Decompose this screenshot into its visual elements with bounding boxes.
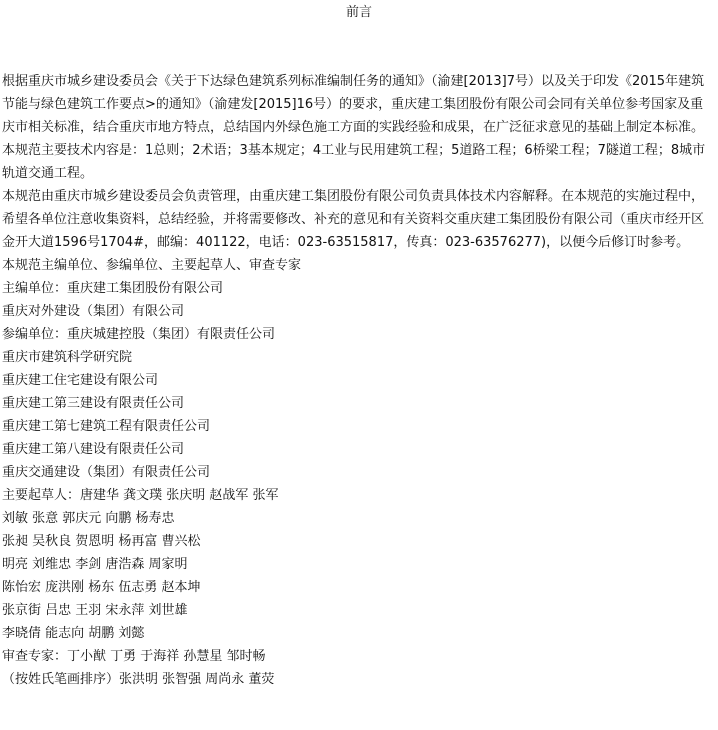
document-title: 前言 <box>345 5 372 20</box>
drafters-line: 李晓倩 能志向 胡鹏 刘懿 <box>2 626 145 641</box>
review-experts-line: （按姓氏笔画排序）张洪明 张智强 周尚永 董荧 <box>2 672 275 687</box>
participating-unit: 参编单位：重庆城建控股（集团）有限责任公司 <box>2 327 276 342</box>
review-experts-line: 审查专家：丁小猷 丁勇 于海祥 孙慧星 邹时畅 <box>2 649 266 664</box>
chief-editor-unit: 主编单位：重庆建工集团股份有限公司 <box>2 281 224 296</box>
main-drafters-line: 主要起草人：唐建华 龚文璞 张庆明 赵战军 张军 <box>2 488 279 503</box>
participating-unit: 重庆建工第三建设有限责任公司 <box>2 396 185 411</box>
paragraph-main-content: 本规范主要技术内容是：1总则；2术语；3基本规定；4工业与民用建筑工程；5道路工程；6桥梁工程；7隧道工程；8城市轨道交通工程。 <box>2 143 706 181</box>
participating-unit: 重庆交通建设（集团）有限责任公司 <box>2 465 211 480</box>
chief-editor-unit-2: 重庆对外建设（集团）有限公司 <box>2 304 185 319</box>
drafters-line: 刘敏 张意 郭庆元 向鹏 杨寿忠 <box>2 511 175 526</box>
drafters-line: 张昶 吴秋良 贺恩明 杨再富 曹兴松 <box>2 534 201 549</box>
drafters-line: 张京街 吕忠 王羽 宋永萍 刘世雄 <box>2 603 188 618</box>
drafters-line: 陈怡宏 庞洪刚 杨东 伍志勇 赵本坤 <box>2 580 201 595</box>
participating-unit: 重庆建工住宅建设有限公司 <box>2 373 159 388</box>
document-body <box>2 70 716 691</box>
paragraph-management: 本规范由重庆市城乡建设委员会负责管理，由重庆建工集团股份有限公司负责具体技术内容解释。在本规范的实施过程中，希望各单位注意收集资料，总结经验，并将需要修改、补充的意见和有关资料交重庆建工集团股份有限公司（重庆市经开区金开大道1596号1704#，邮编：401122，电话：023-63515817，传真：023-63576277)，以便今后修订时参考。 <box>2 189 705 250</box>
participating-unit: 重庆市建筑科学研究院 <box>2 350 133 365</box>
contributors-heading: 本规范主编单位、参编单位、主要起草人、审查专家 <box>2 258 302 273</box>
paragraph-background: 根据重庆市城乡建设委员会《关于下达绿色建筑系列标准编制任务的通知》（渝建[2013]7号）以及关于印发《2015年建筑节能与绿色建筑工作要点>的通知》（渝建发[2015]16号）的要求，重庆建工集团股份有限公司会同有关单位参考国家及重庆市相关标准，结合重庆市地方特点，总结国内外绿色施工方面的实践经验和成果，在广泛征求意见的基础上制定本标准。 <box>2 74 705 135</box>
participating-unit: 重庆建工第七建筑工程有限责任公司 <box>2 419 211 434</box>
drafters-line: 明亮 刘维忠 李剑 唐浩森 周家明 <box>2 557 188 572</box>
participating-unit: 重庆建工第八建设有限责任公司 <box>2 442 185 457</box>
